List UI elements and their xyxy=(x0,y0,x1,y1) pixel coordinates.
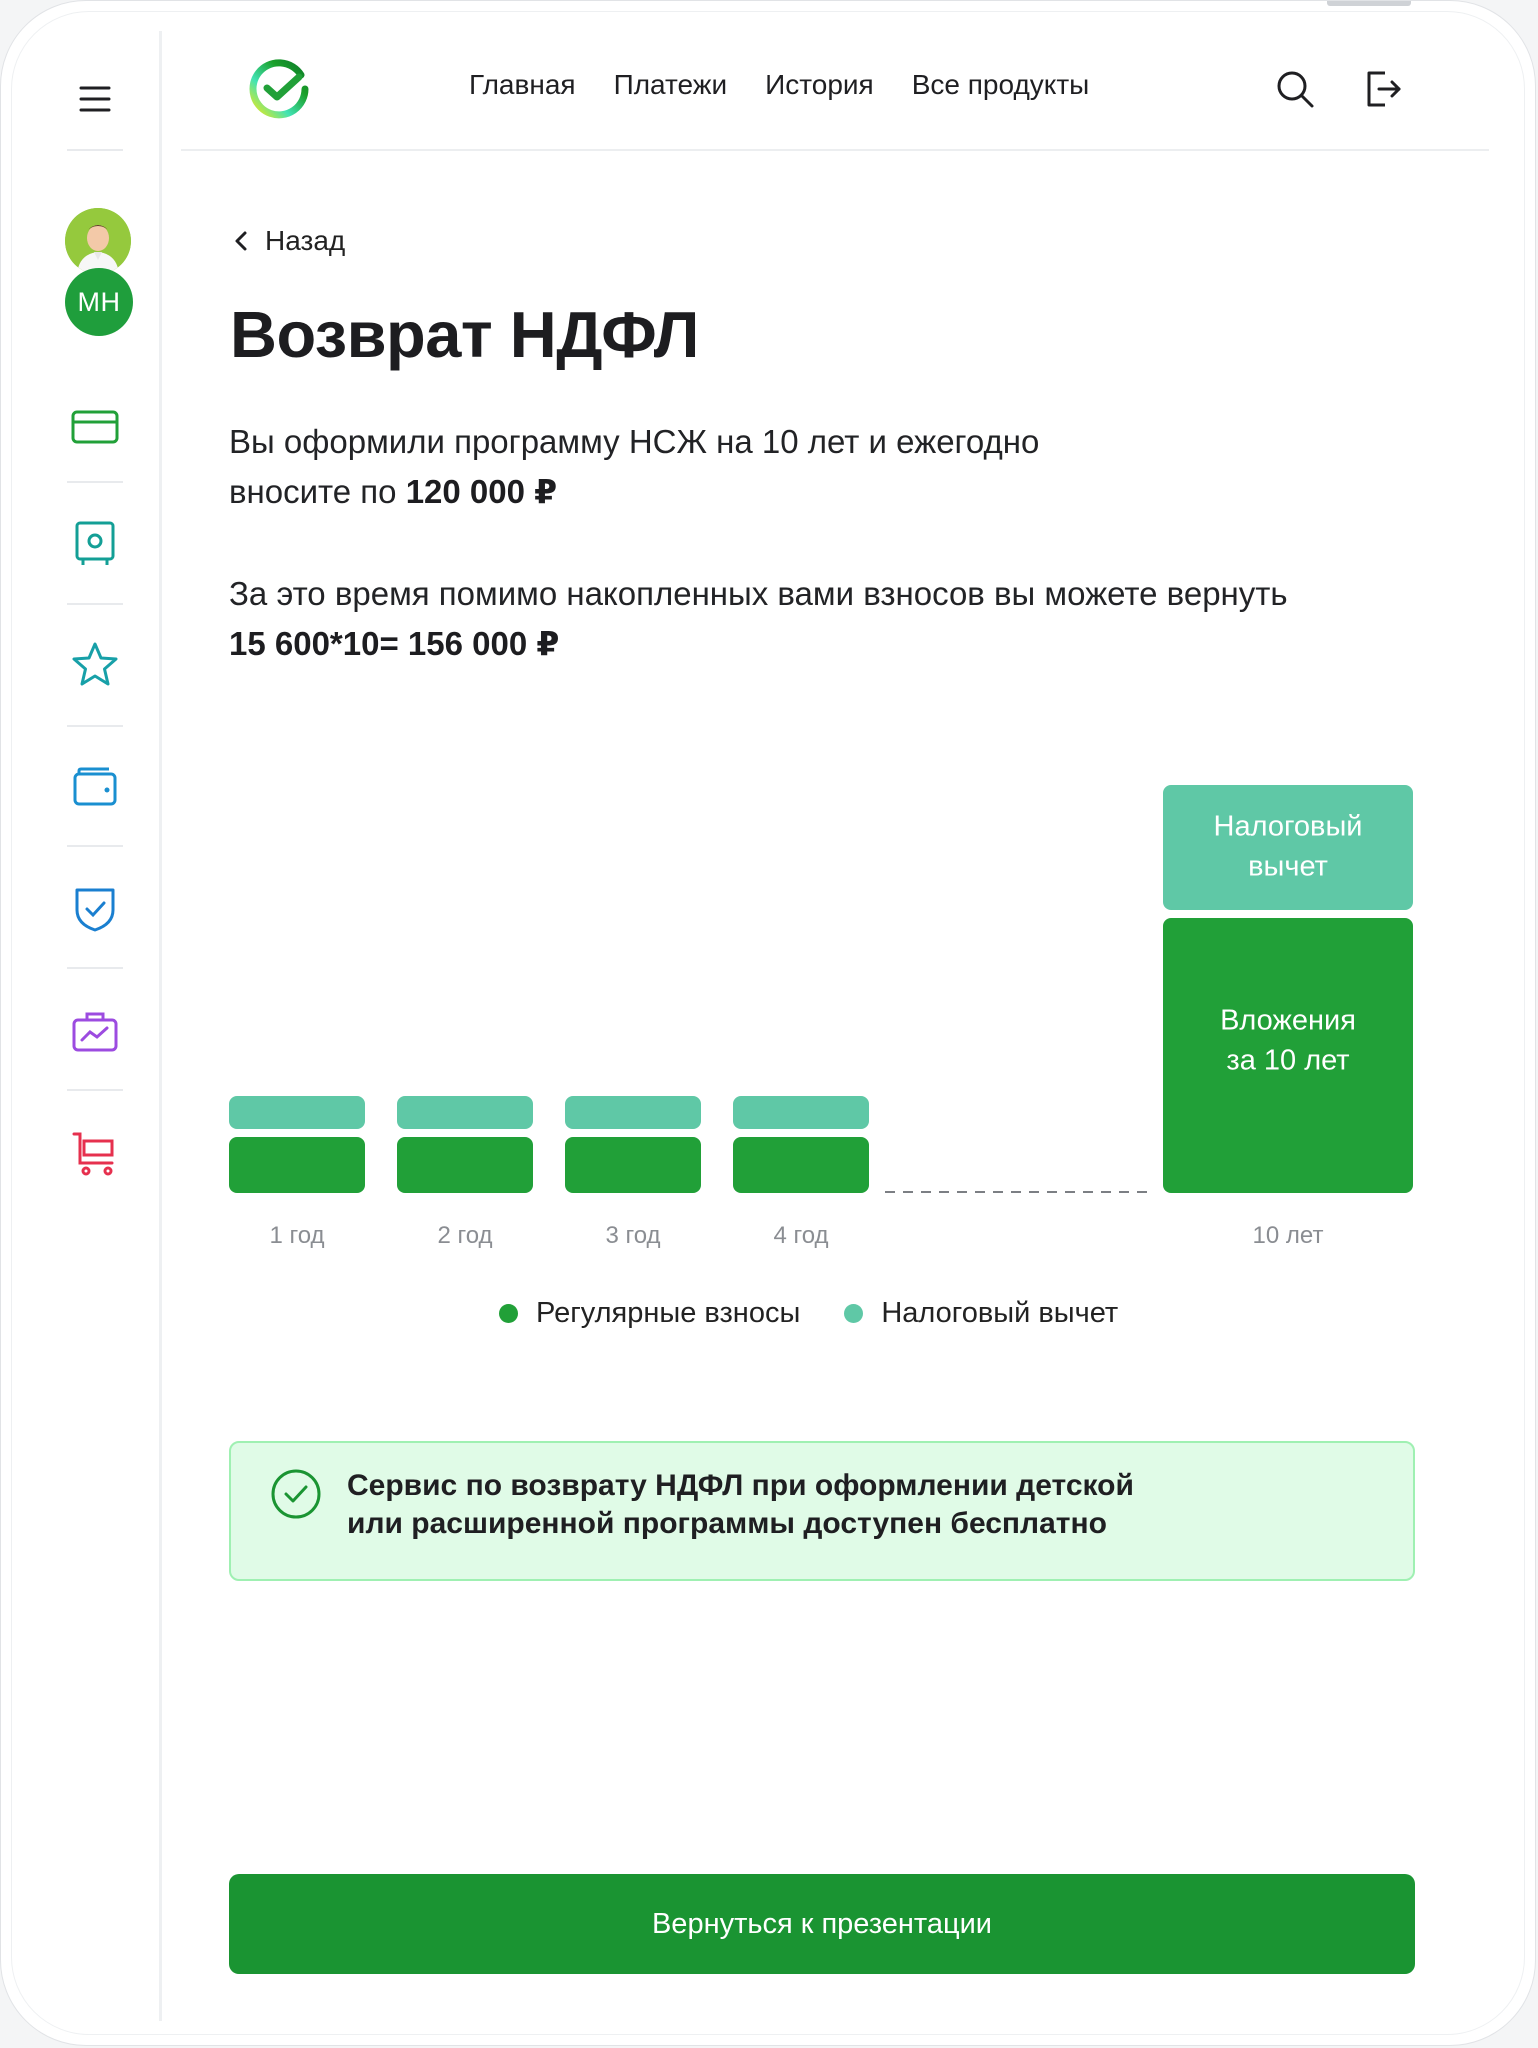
safe-icon[interactable] xyxy=(67,515,123,571)
bar-tax-5 xyxy=(1163,785,1413,910)
briefcase-chart-icon[interactable] xyxy=(67,1003,123,1059)
nav-item-home[interactable]: Главная xyxy=(469,69,576,100)
bar-regular-1 xyxy=(229,1137,365,1193)
legend-dot-regular xyxy=(499,1304,518,1323)
nav-item-all-products[interactable]: Все продукты xyxy=(911,69,1090,100)
wallet-icon[interactable] xyxy=(67,759,123,815)
back-link[interactable] xyxy=(233,225,345,257)
avatar-photo[interactable] xyxy=(65,208,131,274)
logout-icon[interactable] xyxy=(1361,67,1405,111)
free-service-notice xyxy=(229,1441,1415,1581)
intro-line-2: вносите по xyxy=(229,473,406,510)
top-header xyxy=(181,31,1489,151)
bar-tax-3 xyxy=(565,1096,701,1129)
legend-item-regular xyxy=(499,1297,800,1330)
x-tick-label: 2 год xyxy=(437,1222,493,1249)
notice-text xyxy=(347,1467,1134,1543)
intro-line-1: Вы оформили программу НСЖ на 10 лет и ежегодно xyxy=(229,423,1040,460)
refund-paragraph xyxy=(229,569,1288,669)
sidebar-divider xyxy=(67,1089,123,1091)
refund-formula: 15 600*10= 156 000 ₽ xyxy=(229,625,560,662)
tax-refund-chart xyxy=(201,761,1461,1281)
bar-tax-1 xyxy=(229,1096,365,1129)
sidebar-divider xyxy=(67,481,123,483)
sidebar xyxy=(31,31,162,2021)
chevron-left-icon xyxy=(233,230,249,252)
bar-regular-3 xyxy=(565,1137,701,1193)
sidebar-divider xyxy=(67,845,123,847)
sidebar-divider xyxy=(67,725,123,727)
shield-check-icon[interactable] xyxy=(67,881,123,937)
intro-paragraph xyxy=(229,417,1039,517)
bar-label-tax-line-1: Налоговый xyxy=(1213,810,1363,843)
cart-icon[interactable] xyxy=(67,1125,123,1181)
star-icon[interactable] xyxy=(67,637,123,693)
menu-icon[interactable] xyxy=(67,71,123,127)
card-icon[interactable] xyxy=(67,399,123,455)
nav-item-history[interactable]: История xyxy=(765,69,874,100)
legend-item-tax xyxy=(844,1297,1118,1330)
avatar-initials[interactable]: МН xyxy=(65,268,133,336)
back-label: Назад xyxy=(265,225,346,256)
page-title: Возврат НДФЛ xyxy=(230,298,699,371)
main-nav xyxy=(469,69,1089,101)
legend-label-tax: Налоговый вычет xyxy=(881,1297,1119,1329)
camera-notch xyxy=(1327,1,1411,6)
back-to-presentation-button[interactable]: Вернуться к презентации xyxy=(229,1874,1415,1974)
sidebar-divider xyxy=(67,149,123,151)
bar-regular-2 xyxy=(397,1137,533,1193)
sidebar-divider xyxy=(67,967,123,969)
sidebar-divider xyxy=(67,603,123,605)
check-circle-icon xyxy=(269,1467,323,1521)
refund-line-1: За это время помимо накопленных вами взносов вы можете вернуть xyxy=(229,575,1288,612)
payment-amount: 120 000 ₽ xyxy=(405,473,558,510)
x-tick-label: 10 лет xyxy=(1252,1222,1324,1249)
search-icon[interactable] xyxy=(1273,67,1317,111)
notice-line-2: или расширенной программы доступен бесплатно xyxy=(347,1507,1107,1540)
x-tick-label: 1 год xyxy=(269,1222,325,1249)
bar-tax-2 xyxy=(397,1096,533,1129)
legend-dot-tax xyxy=(844,1304,863,1323)
bar-tax-4 xyxy=(733,1096,869,1129)
notice-line-1: Сервис по возврату НДФЛ при оформлении детской xyxy=(347,1469,1134,1502)
x-tick-label: 3 год xyxy=(605,1222,661,1249)
sber-logo-icon[interactable] xyxy=(247,57,311,121)
bar-regular-4 xyxy=(733,1137,869,1193)
x-tick-label: 4 год xyxy=(773,1222,829,1249)
legend-label-regular: Регулярные взносы xyxy=(536,1297,801,1329)
nav-item-payments[interactable]: Платежи xyxy=(613,69,728,100)
bar-label-tax-line-2: вычет xyxy=(1248,850,1328,883)
chart-legend xyxy=(499,1297,1118,1330)
bar-label-investments-line-2: за 10 лет xyxy=(1226,1044,1350,1077)
bar-label-investments-line-1: Вложения xyxy=(1220,1004,1356,1037)
